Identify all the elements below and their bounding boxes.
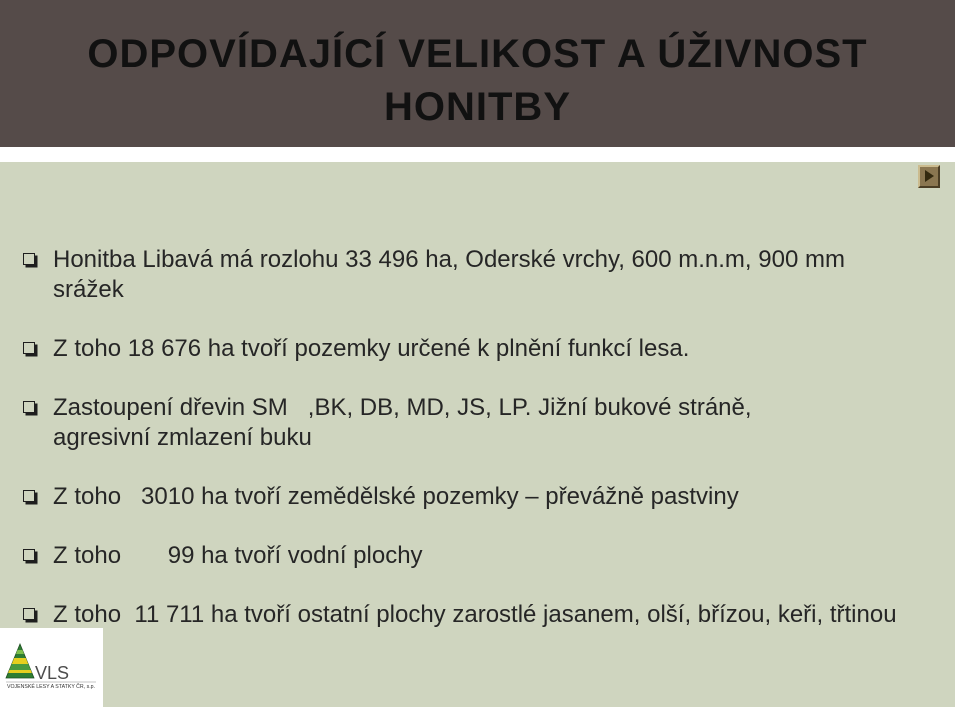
shadowed-square-bullet-icon [23,401,35,413]
bullet-text-line: agresivní zmlazení buku [53,424,312,451]
bullet-text-line: Z toho 18 676 ha tvoří pozemky určené k plnění funkcí lesa. [53,335,690,362]
slide-header [0,0,955,147]
shadowed-square-bullet-icon [23,490,35,502]
shadowed-square-bullet-icon [23,253,35,265]
bullet-text-line: srážek [53,276,124,303]
vls-logo-graphic [0,628,103,707]
bullet-text-line: Z toho 99 ha tvoří vodní plochy [53,542,423,569]
vls-logo [0,628,103,707]
bullet-text-line: Zastoupení dřevin SM ,BK, DB, MD, JS, LP. Jižní bukové stráně, [53,394,752,421]
bullet-item [0,334,940,364]
slide-title-line: ODPOVÍDAJÍCÍ VELIKOST A ÚŽIVNOST [87,32,868,76]
logo-caption: VOJENSKÉ LESY A STATKY ČR, s.p. [7,684,95,690]
play-next-icon [925,170,934,182]
bullet-item [0,393,940,453]
bullet-item [0,482,940,512]
slide-title [0,28,955,134]
next-slide-button[interactable] [918,165,940,188]
shadowed-square-bullet-icon [23,342,35,354]
shadowed-square-bullet-icon [23,608,35,620]
bullet-item [0,600,940,630]
bullet-list [0,245,940,659]
bullet-item [0,245,940,305]
logo-wordmark: VLS [35,663,70,683]
shadowed-square-bullet-icon [23,549,35,561]
bullet-text-line: Z toho 11 711 ha tvoří ostatní plochy zarostlé jasanem, olší, břízou, keři, třtinou [53,601,897,628]
bullet-item [0,541,940,571]
bullet-text-line: Honitba Libavá má rozlohu 33 496 ha, Oderské vrchy, 600 m.n.m, 900 mm [53,246,845,273]
slide-title-line: HONITBY [384,85,571,129]
striped-triangle-emblem-icon [6,644,34,678]
bullet-text-line: Z toho 3010 ha tvoří zemědělské pozemky – převážně pastviny [53,483,739,510]
